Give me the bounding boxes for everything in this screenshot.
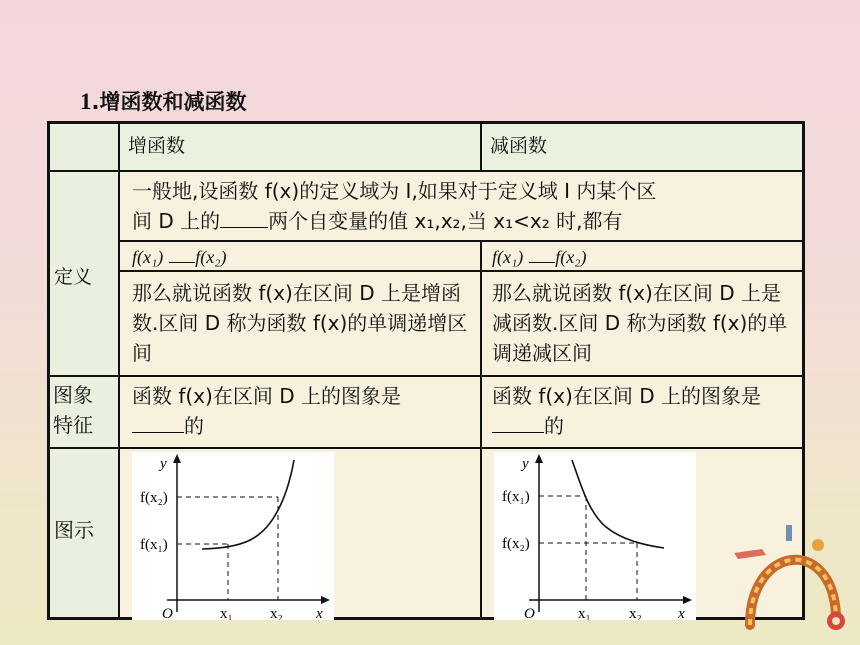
inc-image-feature — [119, 376, 481, 448]
section-title — [80, 86, 246, 116]
dec-y-arrow — [535, 454, 543, 463]
inc-feature-a: 函数 f(x)在区间 D 上的图象是 — [132, 384, 401, 408]
definition-line-2b: 两个自变量的值 x₁,x₂,当 x₁<x₂ 时,都有 — [268, 209, 623, 233]
inc-feature-b: 的 — [184, 414, 204, 438]
inc-diagram-cell — [119, 448, 481, 618]
image-feature-label: 图象 特征 — [49, 376, 119, 448]
dec-x2-label: x₂ — [629, 606, 642, 620]
dec-cond-left: f(x₁) — [492, 247, 524, 267]
inc-cond-left: f(x₁) — [132, 247, 164, 267]
dec-x1-label: x₁ — [578, 606, 591, 620]
dec-y-label: y — [522, 456, 529, 472]
inc-x-label: x — [316, 606, 323, 620]
inc-fx2-label: f(x₂) — [140, 490, 168, 506]
definition-label: 定义 — [54, 266, 93, 288]
inc-curve — [202, 460, 294, 549]
inc-condition — [119, 241, 481, 271]
definition-label-cell — [49, 171, 119, 376]
section-title-text: .增函数和减函数 — [91, 90, 247, 114]
dec-feature-a: 函数 f(x)在区间 D 上的图象是 — [492, 384, 761, 408]
dec-x-label: x — [678, 606, 685, 620]
dec-fx2-label: f(x₂) — [502, 536, 530, 552]
inc-conclusion: 那么就说函数 f(x)在区间 D 上是增函数.区间 D 称为函数 f(x)的单调递增区间 — [119, 271, 481, 376]
inc-graph — [132, 452, 334, 620]
header-increasing: 增函数 — [119, 123, 481, 171]
section-number: 1 — [80, 89, 92, 114]
dec-fx1-label: f(x₁) — [502, 489, 530, 505]
definition-line-2 — [132, 206, 790, 236]
dec-origin-label: O — [524, 606, 535, 620]
dec-graph — [494, 452, 696, 620]
definition-premise — [119, 171, 803, 241]
diagram-label: 图示 — [54, 518, 94, 542]
corner-cell — [49, 123, 119, 171]
header-decreasing: 减函数 — [481, 123, 803, 171]
blank-dec-relation — [529, 244, 555, 263]
inc-x-arrow — [321, 596, 330, 604]
inc-x1-label: x₁ — [220, 606, 233, 620]
inc-fx1-label: f(x₁) — [140, 537, 168, 553]
decorative-arch-illustration — [732, 505, 852, 635]
diagram-label-cell — [49, 448, 119, 618]
dec-cond-right: f(x₂) — [555, 247, 587, 267]
definition-line-2a: 间 D 上的 — [132, 209, 221, 233]
dec-image-feature — [481, 376, 803, 448]
blank-any — [220, 209, 268, 228]
dec-conclusion: 那么就说函数 f(x)在区间 D 上是减函数.区间 D 称为函数 f(x)的单调递减区间 — [481, 271, 803, 376]
inc-x2-label: x₂ — [270, 606, 283, 620]
blank-inc-relation — [169, 244, 195, 263]
inc-graph-svg — [132, 452, 334, 620]
arch-band — [750, 560, 836, 625]
ring-center — [832, 617, 840, 625]
monotonic-functions-table — [47, 121, 805, 620]
blank-dec-feature — [492, 414, 544, 433]
dec-x-arrow — [683, 596, 692, 604]
inc-origin-label: O — [162, 606, 173, 620]
airplane-icon — [734, 549, 766, 559]
inc-y-label: y — [160, 456, 167, 472]
dec-condition — [481, 241, 803, 271]
dec-graph-svg — [494, 452, 696, 620]
definition-line-1: 一般地,设函数 f(x)的定义域为 I,如果对于定义域 I 内某个区 — [132, 179, 657, 203]
inc-cond-right: f(x₂) — [195, 247, 227, 267]
blank-inc-feature — [132, 414, 184, 433]
dec-feature-b: 的 — [544, 414, 564, 438]
tower-icon — [786, 525, 792, 541]
inc-y-arrow — [173, 454, 181, 463]
balloon-icon — [812, 539, 824, 551]
